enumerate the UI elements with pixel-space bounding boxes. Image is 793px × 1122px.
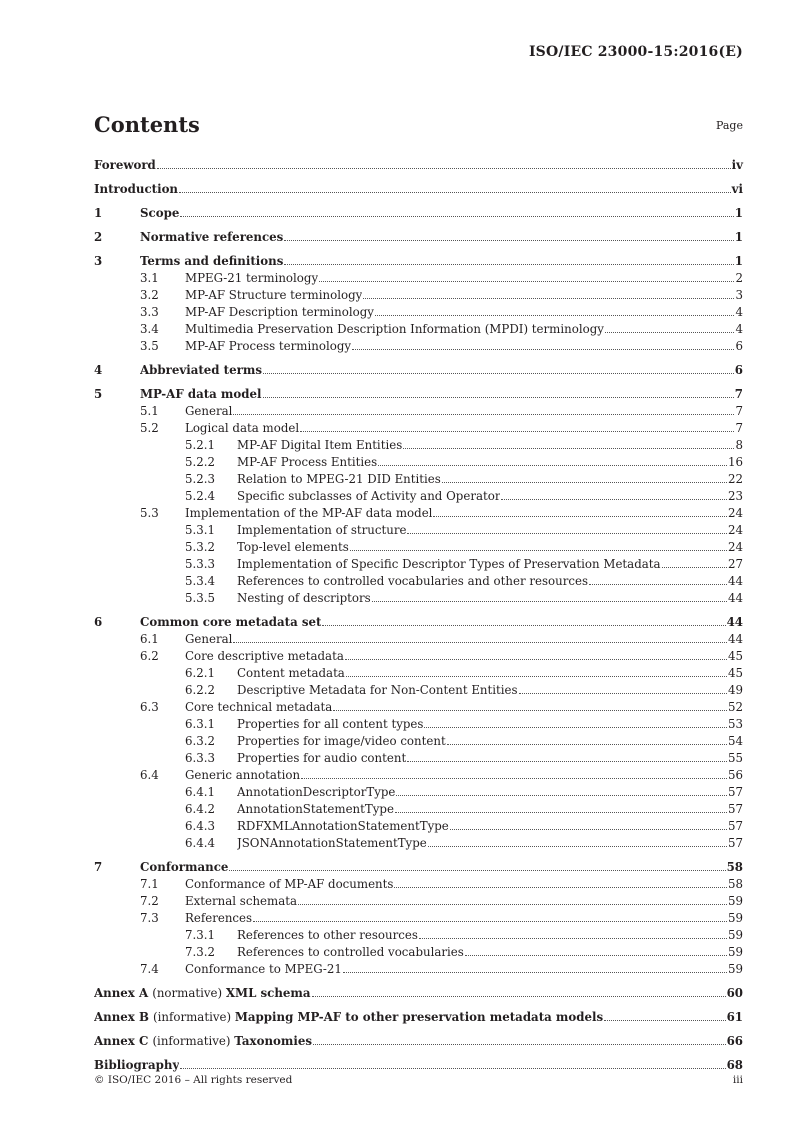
- toc-entry[interactable]: [94, 680, 743, 697]
- toc-entry[interactable]: [94, 285, 743, 302]
- contents-title: Contents: [94, 112, 200, 137]
- toc-entry-title: Conformance: [140, 860, 229, 874]
- toc-entry-page: 52: [727, 700, 743, 714]
- toc-entry-page: 68: [726, 1058, 743, 1072]
- toc-entry-title: Core descriptive metadata: [185, 649, 344, 663]
- toc-entry-title: Core technical metadata: [185, 700, 333, 714]
- toc-entry-title: General: [185, 404, 233, 418]
- toc-entry[interactable]: [94, 612, 743, 629]
- toc-entry-page: 61: [726, 1010, 743, 1024]
- toc-entry-title: Conformance to MPEG-21: [185, 962, 342, 976]
- dot-leader: [519, 693, 727, 694]
- toc-entry-title: RDFXMLAnnotationStatementType: [237, 819, 449, 833]
- toc-entry-page: 16: [727, 455, 743, 469]
- toc-entry[interactable]: [94, 983, 743, 1000]
- toc-entry-page: 45: [727, 649, 743, 663]
- dot-leader: [372, 601, 727, 602]
- toc-entry-page: 2: [735, 271, 743, 285]
- toc-entry[interactable]: [94, 874, 743, 891]
- toc-entry-number: 5.3.4: [185, 574, 216, 588]
- dot-leader: [433, 516, 727, 517]
- dot-leader: [263, 373, 734, 374]
- toc-entry[interactable]: [94, 1007, 743, 1024]
- dot-leader: [233, 642, 727, 643]
- dot-leader: [180, 216, 733, 217]
- toc-entry-page: 45: [727, 666, 743, 680]
- dot-leader: [450, 829, 727, 830]
- dot-leader: [313, 1044, 726, 1045]
- toc-entry[interactable]: [94, 714, 743, 731]
- toc-entry-page: 1: [734, 230, 743, 244]
- toc-entry-title: AnnotationDescriptorType: [237, 785, 396, 799]
- toc-entry-title: MP-AF Process Entities: [237, 455, 378, 469]
- toc-entry-number: 6.4.2: [185, 802, 216, 816]
- toc-entry-page: 7: [734, 387, 743, 401]
- toc-entry-number: 3.1: [140, 271, 159, 285]
- toc-entry-number: 7.4: [140, 962, 159, 976]
- toc-entry-title: MP-AF Structure terminology: [185, 288, 363, 302]
- toc-entry[interactable]: [94, 155, 743, 172]
- toc-entry-title: Normative references: [140, 230, 284, 244]
- toc-entry-number: 5.2: [140, 421, 159, 435]
- toc-entry-title: MP-AF Description terminology: [185, 305, 374, 319]
- toc-entry-title: MP-AF Process terminology: [185, 339, 352, 353]
- toc-entry-page: 57: [727, 802, 743, 816]
- dot-leader: [157, 168, 731, 169]
- toc-entry[interactable]: [94, 799, 743, 816]
- toc-entry-page: 56: [727, 768, 743, 782]
- toc-entry[interactable]: [94, 908, 743, 925]
- toc-entry[interactable]: [94, 336, 743, 353]
- toc-entry[interactable]: [94, 554, 743, 571]
- toc-entry-page: 54: [727, 734, 743, 748]
- dot-leader: [424, 727, 727, 728]
- toc-entry-number: 3.5: [140, 339, 159, 353]
- table-of-contents: [94, 155, 743, 1072]
- toc-entry[interactable]: [94, 833, 743, 850]
- dot-leader: [605, 332, 735, 333]
- toc-entry[interactable]: [94, 520, 743, 537]
- toc-entry-number: 5: [94, 387, 103, 401]
- toc-entry-number: 7.3.2: [185, 945, 216, 959]
- toc-entry-title: MP-AF Digital Item Entities: [237, 438, 403, 452]
- toc-entry-number: 5.3.2: [185, 540, 216, 554]
- toc-entry-title: MP-AF data model: [140, 387, 262, 401]
- toc-entry-page: 24: [727, 506, 743, 520]
- toc-entry[interactable]: [94, 731, 743, 748]
- toc-entry-title: Properties for audio content: [237, 751, 407, 765]
- toc-entry-page: 24: [727, 540, 743, 554]
- dot-leader: [333, 710, 727, 711]
- toc-entry[interactable]: [94, 646, 743, 663]
- dot-leader: [180, 1068, 725, 1069]
- toc-entry-title: Content metadata: [237, 666, 345, 680]
- toc-entry[interactable]: [94, 179, 743, 196]
- dot-leader: [363, 298, 734, 299]
- toc-entry-number: 6.4.4: [185, 836, 216, 850]
- toc-entry[interactable]: [94, 663, 743, 680]
- toc-entry-page: 59: [727, 894, 743, 908]
- toc-entry-page: vi: [731, 182, 743, 196]
- dot-leader: [312, 996, 726, 997]
- toc-entry-number: 6.2: [140, 649, 159, 663]
- toc-entry-title: [94, 986, 311, 1000]
- toc-entry[interactable]: [94, 782, 743, 799]
- toc-entry-page: 6: [734, 363, 743, 377]
- toc-entry[interactable]: [94, 857, 743, 874]
- toc-entry-number: 6.4.3: [185, 819, 216, 833]
- toc-entry[interactable]: [94, 925, 743, 942]
- annex-label: Annex A: [94, 986, 153, 1000]
- toc-entry-page: 23: [727, 489, 743, 503]
- toc-entry-number: 6.2.1: [185, 666, 216, 680]
- toc-entry[interactable]: [94, 588, 743, 605]
- toc-entry-number: 5.3: [140, 506, 159, 520]
- toc-entry-page: 59: [727, 962, 743, 976]
- annex-label: Annex C: [94, 1034, 153, 1048]
- toc-entry[interactable]: [94, 891, 743, 908]
- toc-entry-page: 57: [727, 819, 743, 833]
- toc-entry-number: 6.2.2: [185, 683, 216, 697]
- toc-entry-title: Foreword: [94, 158, 156, 172]
- toc-entry-title: Properties for all content types: [237, 717, 424, 731]
- footer-copyright: © ISO/IEC 2016 – All rights reserved: [94, 1074, 293, 1086]
- toc-entry-number: 5.2.2: [185, 455, 216, 469]
- toc-entry-page: 24: [727, 523, 743, 537]
- dot-leader: [345, 659, 727, 660]
- toc-entry-number: 7.2: [140, 894, 159, 908]
- toc-entry[interactable]: [94, 360, 743, 377]
- toc-entry-page: 27: [727, 557, 743, 571]
- toc-entry-page: 6: [735, 339, 743, 353]
- toc-entry-page: 66: [726, 1034, 743, 1048]
- dot-leader: [253, 921, 727, 922]
- toc-entry[interactable]: [94, 571, 743, 588]
- toc-entry-title: General: [185, 632, 233, 646]
- toc-entry-page: 4: [735, 305, 743, 319]
- toc-entry-title: References to controlled vocabularies and other resources: [237, 574, 588, 588]
- toc-entry-number: 5.2.3: [185, 472, 216, 486]
- toc-entry[interactable]: [94, 452, 743, 469]
- toc-entry-page: 7: [735, 421, 743, 435]
- toc-entry-page: 1: [734, 254, 743, 268]
- toc-entry-number: 5.1: [140, 404, 159, 418]
- dot-leader: [419, 938, 727, 939]
- toc-entry-number: 6.4.1: [185, 785, 216, 799]
- toc-entry-page: 59: [727, 928, 743, 942]
- toc-entry[interactable]: [94, 251, 743, 268]
- dot-leader: [407, 761, 727, 762]
- toc-entry[interactable]: [94, 1055, 743, 1072]
- dot-leader: [179, 192, 731, 193]
- toc-entry-title: Common core metadata set: [140, 615, 322, 629]
- toc-entry-page: 44: [727, 632, 743, 646]
- dot-leader: [428, 846, 727, 847]
- document-header: ISO/IEC 23000-15:2016(E): [528, 44, 743, 60]
- toc-entry-page: 7: [735, 404, 743, 418]
- toc-entry-number: 3: [94, 254, 103, 268]
- dot-leader: [589, 584, 727, 585]
- toc-entry[interactable]: [94, 227, 743, 244]
- toc-entry-title: Introduction: [94, 182, 179, 196]
- toc-entry[interactable]: [94, 302, 743, 319]
- toc-entry[interactable]: [94, 1031, 743, 1048]
- dot-leader: [229, 870, 725, 871]
- toc-entry[interactable]: [94, 203, 743, 220]
- toc-entry-number: 3.2: [140, 288, 159, 302]
- toc-entry-page: 58: [727, 877, 743, 891]
- toc-entry-number: 6.3.1: [185, 717, 216, 731]
- annex-title: Mapping MP-AF to other preservation metadata models: [234, 1010, 604, 1024]
- dot-leader: [263, 397, 734, 398]
- toc-entry-title: References: [185, 911, 253, 925]
- toc-entry-page: 57: [727, 785, 743, 799]
- toc-entry-number: 7.1: [140, 877, 159, 891]
- toc-entry-title: [94, 1010, 603, 1024]
- toc-entry-page: 1: [734, 206, 743, 220]
- toc-entry-number: 3.3: [140, 305, 159, 319]
- dot-leader: [346, 676, 727, 677]
- toc-entry[interactable]: [94, 959, 743, 976]
- toc-entry-page: 60: [726, 986, 743, 1000]
- toc-entry[interactable]: [94, 765, 743, 782]
- toc-entry-page: 44: [726, 615, 743, 629]
- toc-entry-title: Abbreviated terms: [140, 363, 262, 377]
- toc-entry-page: 59: [727, 945, 743, 959]
- toc-entry-number: 5.3.3: [185, 557, 216, 571]
- toc-entry-number: 4: [94, 363, 103, 377]
- dot-leader: [352, 349, 734, 350]
- dot-leader: [378, 465, 727, 466]
- toc-entry-number: 6.4: [140, 768, 159, 782]
- dot-leader: [501, 499, 727, 500]
- toc-entry-title: External schemata: [185, 894, 298, 908]
- dot-leader: [396, 795, 727, 796]
- toc-entry-title: MPEG-21 terminology: [185, 271, 319, 285]
- toc-entry-page: 53: [727, 717, 743, 731]
- toc-entry-title: Top-level elements: [237, 540, 349, 554]
- toc-entry-title: Scope: [140, 206, 180, 220]
- toc-entry-title: Implementation of the MP-AF data model: [185, 506, 433, 520]
- annex-note: (informative): [153, 1010, 235, 1024]
- toc-entry-page: 57: [727, 836, 743, 850]
- toc-entry[interactable]: [94, 401, 743, 418]
- toc-entry-title: Specific subclasses of Activity and Operator: [237, 489, 501, 503]
- toc-entry-title: JSONAnnotationStatementType: [237, 836, 427, 850]
- toc-entry-title: Conformance of MP-AF documents: [185, 877, 394, 891]
- toc-entry-title: Properties for image/video content: [237, 734, 446, 748]
- dot-leader: [662, 567, 727, 568]
- toc-entry-number: 6.3.3: [185, 751, 216, 765]
- toc-entry-title: Bibliography: [94, 1058, 180, 1072]
- dot-leader: [375, 315, 735, 316]
- toc-entry-number: 7.3: [140, 911, 159, 925]
- annex-label: Annex B: [94, 1010, 154, 1024]
- dot-leader: [322, 625, 725, 626]
- toc-entry-number: 6.3: [140, 700, 159, 714]
- toc-entry-page: 59: [727, 911, 743, 925]
- dot-leader: [300, 431, 734, 432]
- dot-leader: [298, 904, 727, 905]
- toc-entry-number: 5.3.5: [185, 591, 216, 605]
- dot-leader: [442, 482, 727, 483]
- toc-entry[interactable]: [94, 469, 743, 486]
- toc-entry-title: Implementation of Specific Descriptor Types of Preservation Metadata: [237, 557, 661, 571]
- toc-entry-page: iv: [731, 158, 743, 172]
- annex-title: Taxonomies: [234, 1034, 313, 1048]
- toc-entry[interactable]: [94, 418, 743, 435]
- dot-leader: [403, 448, 734, 449]
- toc-entry[interactable]: [94, 319, 743, 336]
- toc-entry-title: Logical data model: [185, 421, 300, 435]
- toc-entry-page: 44: [727, 574, 743, 588]
- toc-entry-title: Multimedia Preservation Description Information (MPDI) terminology: [185, 322, 604, 336]
- toc-entry[interactable]: [94, 537, 743, 554]
- toc-entry-page: 49: [727, 683, 743, 697]
- toc-entry-page: 4: [735, 322, 743, 336]
- dot-leader: [447, 744, 727, 745]
- toc-entry-number: 3.4: [140, 322, 159, 336]
- toc-entry[interactable]: [94, 629, 743, 646]
- toc-entry-title: Nesting of descriptors: [237, 591, 371, 605]
- toc-entry[interactable]: [94, 816, 743, 833]
- dot-leader: [407, 533, 727, 534]
- toc-entry-title: AnnotationStatementType: [237, 802, 394, 816]
- toc-entry[interactable]: [94, 268, 743, 285]
- toc-entry-number: 1: [94, 206, 103, 220]
- toc-entry-page: 58: [726, 860, 743, 874]
- dot-leader: [343, 972, 727, 973]
- toc-entry-title: Descriptive Metadata for Non-Content Entities: [237, 683, 518, 697]
- toc-entry-number: 6.3.2: [185, 734, 216, 748]
- toc-entry-number: 7.3.1: [185, 928, 216, 942]
- toc-entry[interactable]: [94, 435, 743, 452]
- annex-title: XML schema: [225, 986, 311, 1000]
- toc-entry-title: Generic annotation: [185, 768, 301, 782]
- toc-entry[interactable]: [94, 503, 743, 520]
- footer-page-number: iii: [732, 1074, 743, 1086]
- toc-entry-number: 5.3.1: [185, 523, 216, 537]
- toc-entry-title: Implementation of structure: [237, 523, 407, 537]
- toc-entry-page: 8: [735, 438, 743, 452]
- toc-entry-page: 44: [727, 591, 743, 605]
- page-column-label: Page: [715, 119, 743, 132]
- toc-entry[interactable]: [94, 486, 743, 503]
- dot-leader: [604, 1020, 725, 1021]
- toc-entry-number: 5.2.4: [185, 489, 216, 503]
- toc-entry-number: 7: [94, 860, 103, 874]
- toc-entry-number: 5.2.1: [185, 438, 216, 452]
- toc-entry-title: References to controlled vocabularies: [237, 945, 464, 959]
- dot-leader: [284, 264, 733, 265]
- toc-entry-page: 55: [727, 751, 743, 765]
- dot-leader: [394, 887, 727, 888]
- toc-entry[interactable]: [94, 942, 743, 959]
- dot-leader: [395, 812, 727, 813]
- annex-note: (normative): [152, 986, 226, 1000]
- toc-entry-title: Relation to MPEG-21 DID Entities: [237, 472, 441, 486]
- dot-leader: [465, 955, 727, 956]
- toc-entry-title: [94, 1034, 312, 1048]
- toc-entry-title: References to other resources: [237, 928, 418, 942]
- dot-leader: [233, 414, 734, 415]
- toc-entry-title: Terms and definitions: [140, 254, 284, 268]
- toc-entry[interactable]: [94, 748, 743, 765]
- dot-leader: [319, 281, 734, 282]
- toc-entry[interactable]: [94, 697, 743, 714]
- dot-leader: [284, 240, 733, 241]
- toc-entry-number: 2: [94, 230, 103, 244]
- dot-leader: [350, 550, 727, 551]
- toc-entry-number: 6.1: [140, 632, 159, 646]
- dot-leader: [301, 778, 727, 779]
- toc-entry-page: 22: [727, 472, 743, 486]
- annex-note: (informative): [152, 1034, 235, 1048]
- toc-entry[interactable]: [94, 384, 743, 401]
- toc-entry-page: 3: [735, 288, 743, 302]
- toc-entry-number: 6: [94, 615, 103, 629]
